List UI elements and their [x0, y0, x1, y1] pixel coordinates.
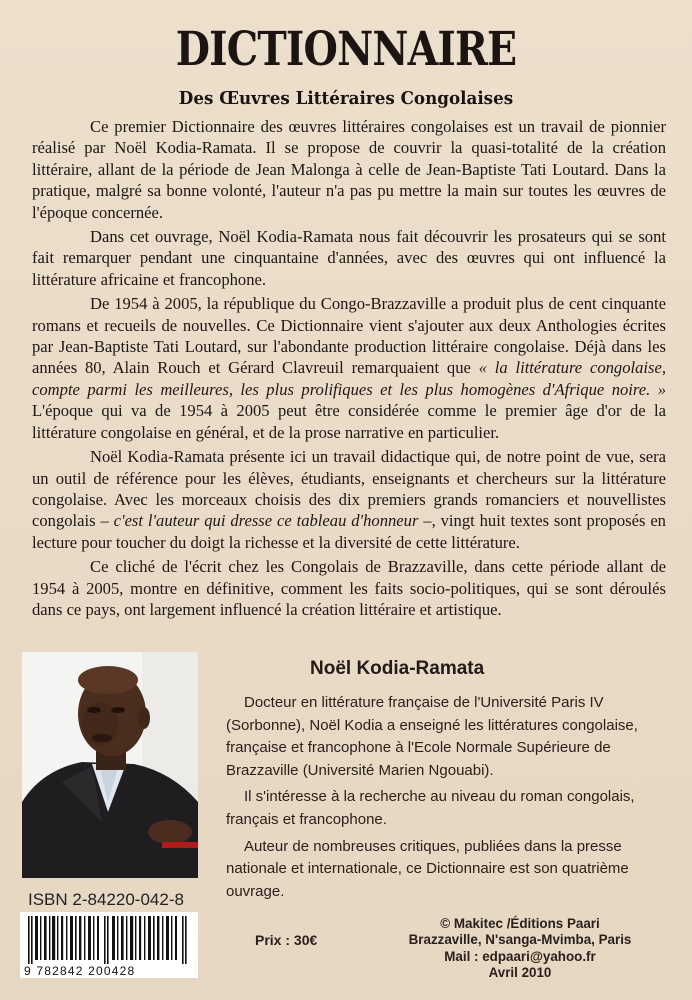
author-name: Noël Kodia-Ramata	[310, 658, 485, 679]
blurb-text	[32, 116, 666, 623]
blurb-paragraph: Dans cet ouvrage, Noël Kodia-Ramata nous fait découvrir les prosateurs qui se sont fait remarquer pendant une cinquantaine d'années, avec des œuvres qui ont influencé la littérature africaine et francophone.	[32, 227, 666, 289]
author-portrait-illustration	[22, 652, 198, 878]
isbn-label: ISBN 2-84220-042-8	[28, 890, 184, 909]
author-photo	[22, 652, 198, 878]
publisher-line: Brazzaville, N'sanga-Mvimba, Paris	[408, 932, 632, 948]
author-bio	[226, 692, 666, 907]
publisher-line: Avril 2010	[488, 965, 552, 981]
bio-paragraph: Il s'intéresse à la recherche au niveau du roman congolais, français et francophone.	[226, 788, 635, 828]
price-label: Prix : 30€	[255, 932, 318, 948]
publisher-info	[400, 916, 640, 982]
blurb-paragraph: Noël Kodia-Ramata présente ici un travail didactique qui, de notre point de vue, sera un outil de référence pour les élèves, étudiants, enseignants et chercheurs sur la littérature congolaise. Avec les morceaux choisis des dix premiers grands romanciers et nouvellistes congolais – c'est l'auteur qui dresse ce tableau d'honneur –, vingt huit textes sont proposés en lecture pour toucher du doigt la richesse et la diversité de cette littérature.	[32, 447, 666, 552]
cover-title: DICTIONNAIRE	[175, 22, 517, 77]
blurb-paragraph: De 1954 à 2005, la république du Congo-Brazzaville a produit plus de cent cinquante romans et recueils de nouvelles. Ce Dictionnaire vient s'ajouter aux deux Anthologies écrites par Jean-Baptiste Tati Loutard, sur l'abondante production littéraire congolaise. Déjà dans les années 80, Alain Rouch et Gérard Clavreuil remarquaient que « la littérature congolaise, compte parmi les meilleures, les plus prolifiques et les plus homogènes d'Afrique noire. » L'époque qui va de 1954 à 2005 peut être considérée comme le premier âge d'or de la littérature congolaise en général, et de la prose narrative en particulier.	[32, 294, 666, 442]
bio-paragraph: Auteur de nombreuses critiques, publiées dans la presse nationale et internationale, ce Dictionnaire est son quatrième ouvrage.	[226, 837, 629, 900]
blurb-paragraph: Ce cliché de l'écrit chez les Congolais de Brazzaville, dans cette période allant de 1954 à 2005, montre en définitive, comment les faits socio-politiques, qui se sont déroulés dans ce pays, ont largement influencé la création littéraire et artistique.	[32, 557, 666, 619]
barcode-digits: 9 782842 200428	[24, 964, 194, 978]
blurb-paragraph: Ce premier Dictionnaire des œuvres littéraires congolaises est un travail de pionnier réalisé par Noël Kodia-Ramata. Il se propose de couvrir la quasi-totalité de la création littéraire, allant de la période de Jean Malonga à celle de Jean-Baptiste Tati Loutard. Dans la pratique, malgré sa bonne volonté, l'auteur n'a pas pu mettre la main sur toutes les œuvres de l'époque concernée.	[32, 117, 666, 222]
bio-paragraph: Docteur en littérature française de l'Université Paris IV (Sorbonne), Noël Kodia a enseigné les littératures congolaise, française et francophone à l'Ecole Normale Supérieure de Brazzaville (Université Marien Ngouabi).	[226, 694, 638, 779]
publisher-line: © Makitec /Éditions Paari	[440, 916, 600, 931]
publisher-line: Mail : edpaari@yahoo.fr	[444, 948, 596, 964]
barcode-bars	[20, 912, 198, 964]
cover-subtitle: Des Œuvres Littéraires Congolaises	[178, 88, 514, 109]
quote-italic: « la littérature congolaise, compte parmi les meilleures, les plus prolifiques et les plus homogènes d'Afrique noire. »	[32, 358, 666, 399]
aside-italic: c'est l'auteur qui dresse ce tableau d'honneur	[113, 511, 419, 531]
